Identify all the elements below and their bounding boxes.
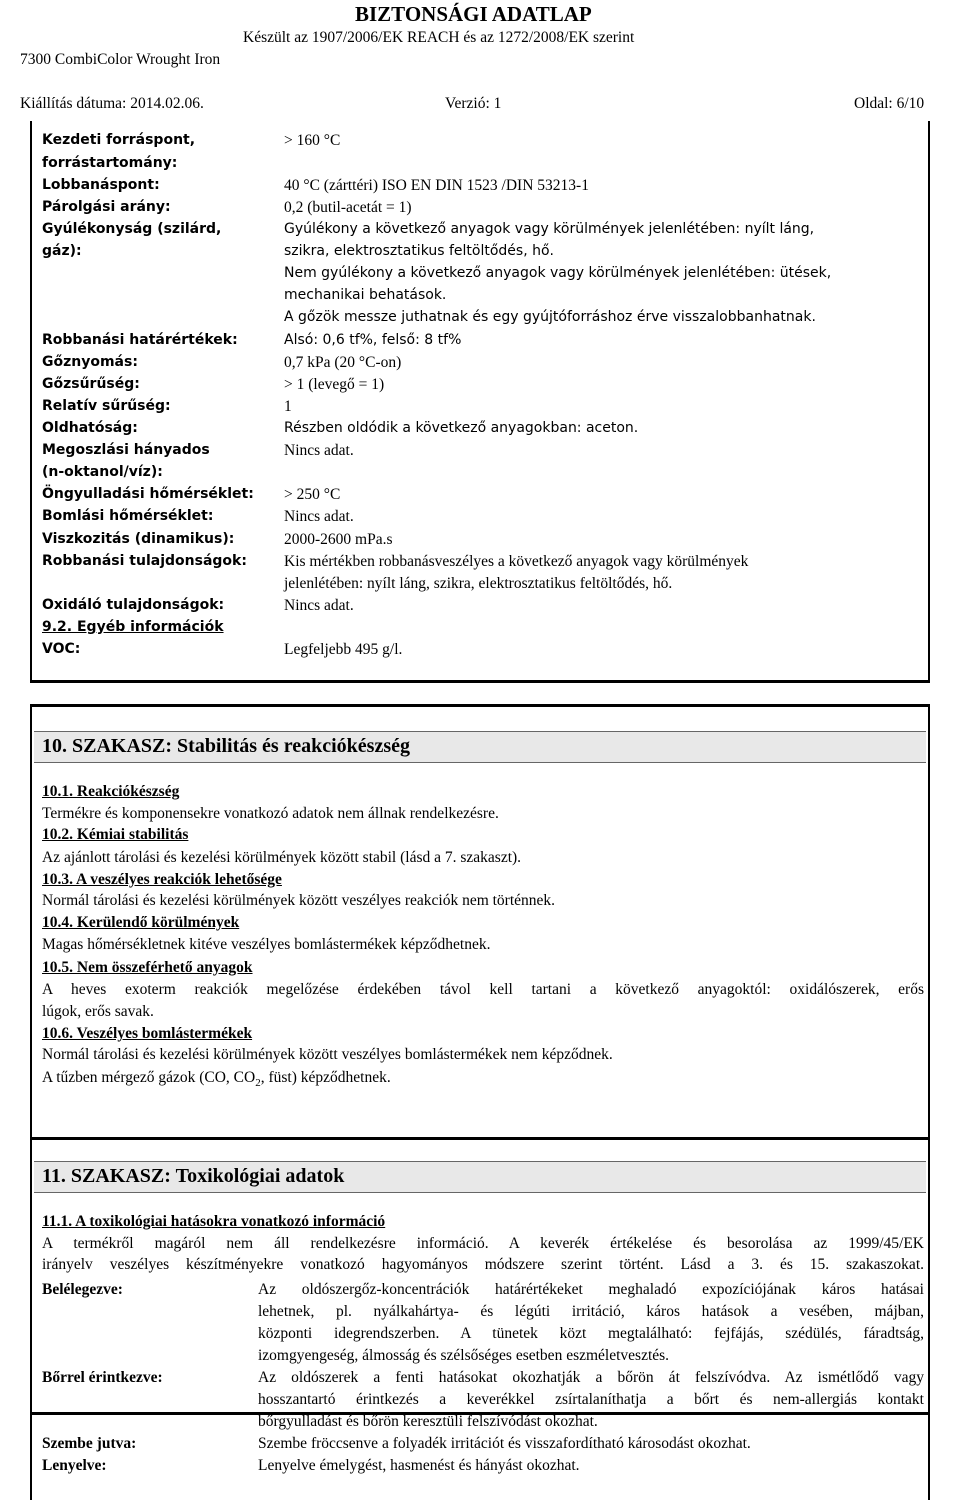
property-label: Relatív sűrűség: bbox=[42, 398, 171, 414]
property-label: Gőznyomás: bbox=[42, 354, 138, 370]
property-value: Részben oldódik a következő anyagokban: aceton. bbox=[284, 420, 639, 436]
page-number: Oldal: 6/10 bbox=[854, 95, 925, 112]
product-name: 7300 CombiColor Wrought Iron bbox=[20, 51, 221, 68]
property-label: Robbanási határértékek: bbox=[42, 332, 238, 348]
subsection-10-2-title: 10.2. Kémiai stabilitás bbox=[42, 826, 189, 843]
property-label: Robbanási tulajdonságok: bbox=[42, 553, 247, 569]
skin-contact-text-1: Az oldószerek a fenti hatásokat okozhatják a bőrön át felszívódva. Az ismétlődő vagy bbox=[258, 1369, 924, 1386]
eye-contact-label: Szembe jutva: bbox=[42, 1435, 137, 1452]
property-value: 0,7 kPa (20 °C-on) bbox=[284, 354, 402, 371]
property-value: > 250 °C bbox=[284, 486, 341, 503]
subsection-10-6-text-line-2 bbox=[42, 1069, 391, 1089]
property-value: > 1 (levegő = 1) bbox=[284, 376, 385, 393]
property-value: 2000-2600 mPa.s bbox=[284, 531, 393, 548]
property-label: Öngyulladási hőmérséklet: bbox=[42, 486, 254, 502]
inhalation-text-1: Az oldószergőz-koncentrációk határértékeket meghaladó expozíciójának káros hatásai bbox=[258, 1281, 924, 1298]
subsection-10-3-text: Normál tárolási és kezelési körülmények között veszélyes reakciók nem történnek. bbox=[42, 892, 556, 909]
co2-subscript: 2 bbox=[255, 1077, 261, 1090]
property-value: 1 bbox=[284, 398, 292, 415]
property-value: Nincs adat. bbox=[284, 508, 354, 525]
property-value: > 160 °C bbox=[284, 132, 341, 149]
issue-date: Kiállítás dátuma: 2014.02.06. bbox=[20, 95, 204, 112]
document-title: BIZTONSÁGI ADATLAP bbox=[355, 2, 592, 26]
property-label: Lobbanáspont: bbox=[42, 177, 160, 193]
property-label: Kezdeti forráspont, bbox=[42, 132, 196, 148]
inhalation-label: Belélegezve: bbox=[42, 1281, 123, 1298]
subsection-10-5-title: 10.5. Nem összeférhető anyagok bbox=[42, 959, 253, 976]
skin-contact-text-2: hosszantartó érintkezés a keverékkel zsírtalaníthatja a bőrt és nem-allergiás kontakt bbox=[258, 1391, 924, 1408]
property-value: Gyúlékony a következő anyagok vagy körülmények jelenlétében: nyílt láng, bbox=[284, 221, 815, 237]
inhalation-text-3: központi idegrendszerben. A tünetek közt megtalálható: fejfájás, szédülés, fáradtság, bbox=[258, 1325, 924, 1342]
ingestion-label: Lenyelve: bbox=[42, 1457, 107, 1474]
toxicology-intro-line-2: irányelv veszélyes készítményekre vonatkozó hagyományos módszere szerint történt. Lásd a 3. és 15. szakaszokat. bbox=[42, 1256, 924, 1273]
property-label: 9.2. Egyéb információk bbox=[42, 619, 224, 635]
property-value: Nem gyúlékony a következő anyagok vagy körülmények jelenlétében: ütések, bbox=[284, 265, 832, 281]
property-value: Nincs adat. bbox=[284, 442, 354, 459]
property-value: jelenlétében: nyílt láng, szikra, elektrosztatikus feltöltődés, hő. bbox=[284, 575, 673, 592]
property-value: szikra, elektrosztatikus feltöltődés, hő. bbox=[284, 243, 554, 259]
property-label: Gyúlékonyság (szilárd, bbox=[42, 221, 222, 237]
section-10-title: 10. SZAKASZ: Stabilitás és reakciókészség bbox=[42, 735, 410, 757]
subsection-10-1-text: Termékre és komponensekre vonatkozó adatok nem állnak rendelkezésre. bbox=[42, 805, 499, 822]
property-label: Gőzsűrűség: bbox=[42, 376, 140, 392]
property-label: Bomlási hőmérséklet: bbox=[42, 508, 214, 524]
version: Verzió: 1 bbox=[445, 95, 502, 112]
toxicology-intro-line-1: A termékről magáról nem áll rendelkezésre információ. A keverék értékelése és besorolása az 1999/45/EK bbox=[42, 1235, 924, 1252]
subsection-10-5-text-line-1: A heves exoterm reakciók megelőzése érdekében távol kell tartani a következő anyagoktól: oxidálószerek, erős bbox=[42, 981, 924, 998]
toxic-gases-text-end: , füst) képződhetnek. bbox=[260, 1069, 391, 1086]
eye-contact-text: Szembe fröccsenve a folyadék irritációt és visszafordítható károsodást okozhat. bbox=[258, 1435, 751, 1452]
toxic-gases-text: A tűzben mérgező gázok (CO, CO bbox=[42, 1069, 256, 1086]
regulation-subtitle: Készült az 1907/2006/EK REACH és az 1272/2008/EK szerint bbox=[243, 29, 635, 46]
subsection-10-2-text: Az ajánlott tárolási és kezelési körülmények között stabil (lásd a 7. szakaszt). bbox=[42, 849, 522, 866]
property-value: Legfeljebb 495 g/l. bbox=[284, 641, 403, 658]
subsection-10-6-title: 10.6. Veszélyes bomlástermékek bbox=[42, 1025, 253, 1042]
property-label: Megoszlási hányados bbox=[42, 442, 210, 458]
subsection-11-1-title: 11.1. A toxikológiai hatásokra vonatkozó információ bbox=[42, 1213, 386, 1230]
property-label: VOC: bbox=[42, 641, 81, 657]
subsection-10-4-text: Magas hőmérsékletnek kitéve veszélyes bomlástermékek képződhetnek. bbox=[42, 936, 491, 953]
property-label: (n-oktanol/víz): bbox=[42, 464, 163, 480]
property-label: Viszkozitás (dinamikus): bbox=[42, 531, 235, 547]
property-value: mechanikai behatások. bbox=[284, 287, 447, 303]
property-label: Párolgási arány: bbox=[42, 199, 171, 215]
section-11-title: 11. SZAKASZ: Toxikológiai adatok bbox=[42, 1165, 345, 1187]
ingestion-text: Lenyelve émelygést, hasmenést és hányást okozhat. bbox=[258, 1457, 580, 1474]
property-label: Oldhatóság: bbox=[42, 420, 138, 436]
subsection-10-1-title: 10.1. Reakciókészség bbox=[42, 783, 180, 800]
section-10-header bbox=[34, 731, 926, 763]
property-value: Alsó: 0,6 tf%, felső: 8 tf% bbox=[284, 332, 462, 348]
skin-contact-text-3: bőrgyulladást és bőrön keresztüli felszívódást okozhat. bbox=[258, 1413, 598, 1430]
property-value: 40 °C (zárttéri) ISO EN DIN 1523 /DIN 53213-1 bbox=[284, 177, 589, 194]
skin-contact-label: Bőrrel érintkezve: bbox=[42, 1369, 163, 1386]
property-label: forrástartomány: bbox=[42, 155, 178, 171]
property-value: Kis mértékben robbanásveszélyes a következő anyagok vagy körülmények bbox=[284, 553, 749, 570]
subsection-10-3-title: 10.3. A veszélyes reakciók lehetősége bbox=[42, 871, 282, 888]
subsection-10-5-text-line-2: lúgok, erős savak. bbox=[42, 1003, 154, 1020]
property-value: Nincs adat. bbox=[284, 597, 354, 614]
property-value: 0,2 (butil-acetát = 1) bbox=[284, 199, 412, 216]
inhalation-text-2: lehetnek, pl. nyálkahártya- és légúti irritáció, káros hatások a vesében, májban, bbox=[258, 1303, 924, 1320]
property-label: Oxidáló tulajdonságok: bbox=[42, 597, 225, 613]
property-label: gáz): bbox=[42, 243, 82, 259]
subsection-10-4-title: 10.4. Kerülendő körülmények bbox=[42, 914, 240, 931]
subsection-10-6-text-line-1: Normál tárolási és kezelési körülmények között veszélyes bomlástermékek nem képződnek. bbox=[42, 1046, 613, 1063]
property-value: A gőzök messze juthatnak és egy gyújtóforráshoz érve visszalobbanhatnak. bbox=[284, 309, 816, 325]
inhalation-text-4: izomgyengeség, álmosság és szélsőséges esetben eszméletvesztés. bbox=[258, 1347, 670, 1364]
section-11-header bbox=[34, 1161, 926, 1193]
